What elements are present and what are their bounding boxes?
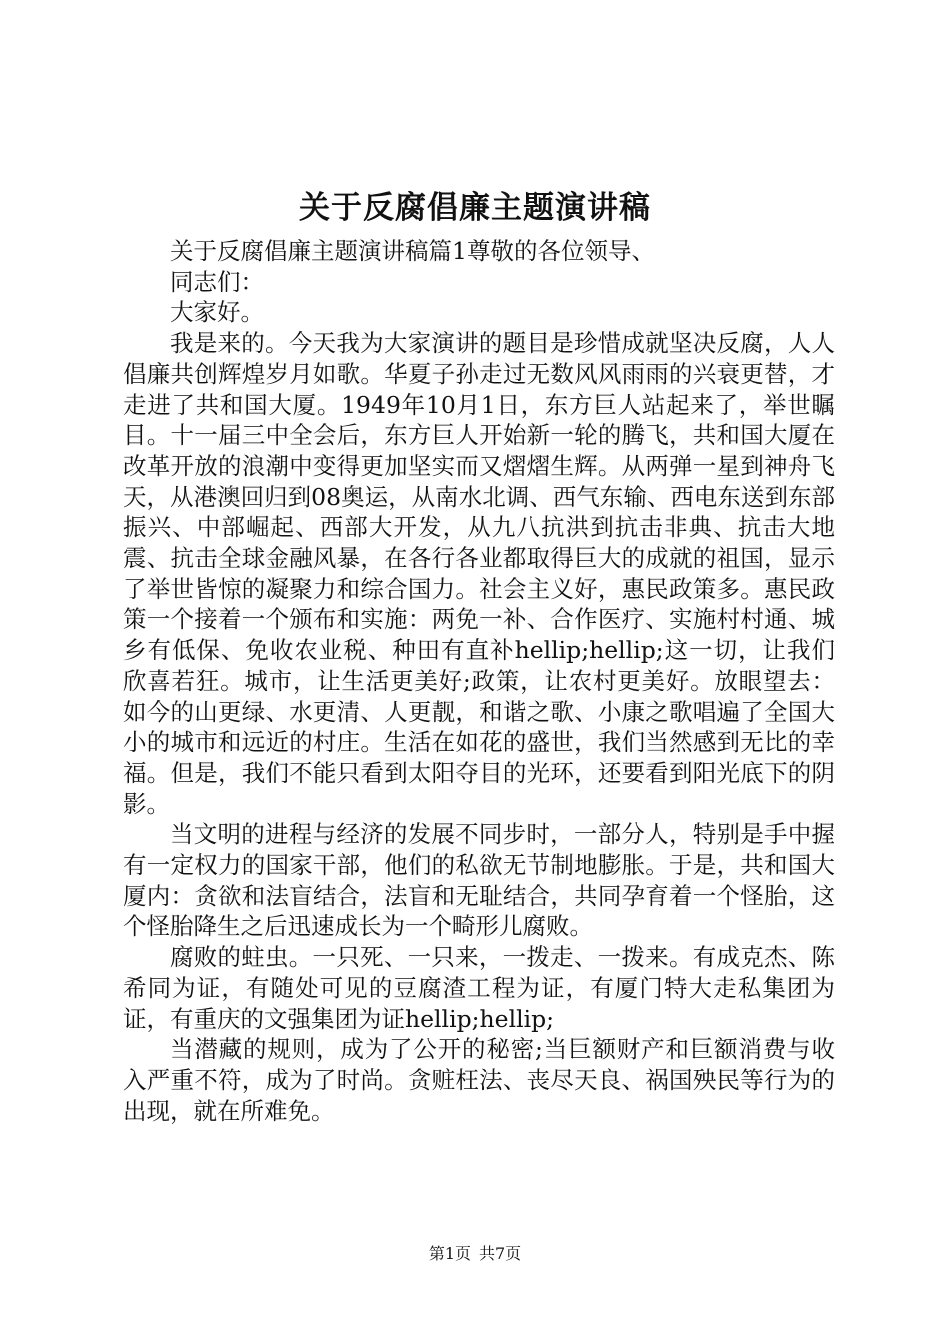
paragraph-body: 当文明的进程与经济的发展不同步时，一部分人，特别是手中握有一定权力的国家干部，他们的私欲无节制地膨胀。于是，共和国大厦内：贪欲和法盲结合，法盲和无耻结合，共同孕育着一个怪胎，这个怪胎降生之后迅速成长为一个畸形儿腐败。: [123, 820, 835, 941]
paragraph-body: 当潜藏的规则，成为了公开的秘密;当巨额财产和巨额消费与收入严重不符，成为了时尚。贪赃枉法、丧尽天良、祸国殃民等行为的出现，就在所难免。: [123, 1035, 835, 1125]
paragraph-body: 腐败的蛀虫。一只死、一只来，一拨走、一拨来。有成克杰、陈希同为证，有随处可见的豆腐渣工程为证，有厦门特大走私集团为证，有重庆的文强集团为证hellip;hellip;: [123, 943, 835, 1033]
paragraph-body: 我是来的。今天我为大家演讲的题目是珍惜成就坚决反腐，人人倡廉共创辉煌岁月如歌。华夏子孙走过无数风风雨雨的兴衰更替，才走进了共和国大厦。1949年10月1日，东方巨人站起来了，举世瞩目。十一届三中全会后，东方巨人开始新一轮的腾飞，共和国大厦在改革开放的浪潮中变得更加坚实而又熠熠生辉。从两弹一星到神舟飞天，从港澳回归到08奥运，从南水北调、西气东输、西电东送到东部振兴、中部崛起、西部大开发，从九八抗洪到抗击非典、抗击大地震、抗击全球金融风暴，在各行各业都取得巨大的成就的祖国，显示了举世皆惊的凝聚力和综合国力。社会主义好，惠民政策多。惠民政策一个接着一个颁布和实施：两免一补、合作医疗、实施村村通、城乡有低保、免收农业税、种田有直补hellip;hellip;这一切，让我们欣喜若狂。城市，让生活更美好;政策，让农村更美好。放眼望去：如今的山更绿、水更清、人更靓，和谐之歌、小康之歌唱遍了全国大小的城市和远近的村庄。生活在如花的盛世，我们当然感到无比的幸福。但是，我们不能只看到太阳夺目的光环，还要看到阳光底下的阴影。: [123, 329, 835, 818]
page-footer: [0, 1242, 950, 1266]
page-total: 共7页: [479, 1244, 522, 1263]
page-number: 第1页: [428, 1244, 471, 1263]
document-body: [123, 236, 835, 1126]
paragraph-greeting: 大家好。: [170, 298, 264, 327]
paragraph-salutation: 同志们：: [170, 267, 264, 296]
paragraph-intro: 关于反腐倡廉主题演讲稿篇1尊敬的各位领导、: [170, 237, 655, 265]
document-title: 关于反腐倡廉主题演讲稿: [299, 190, 651, 226]
